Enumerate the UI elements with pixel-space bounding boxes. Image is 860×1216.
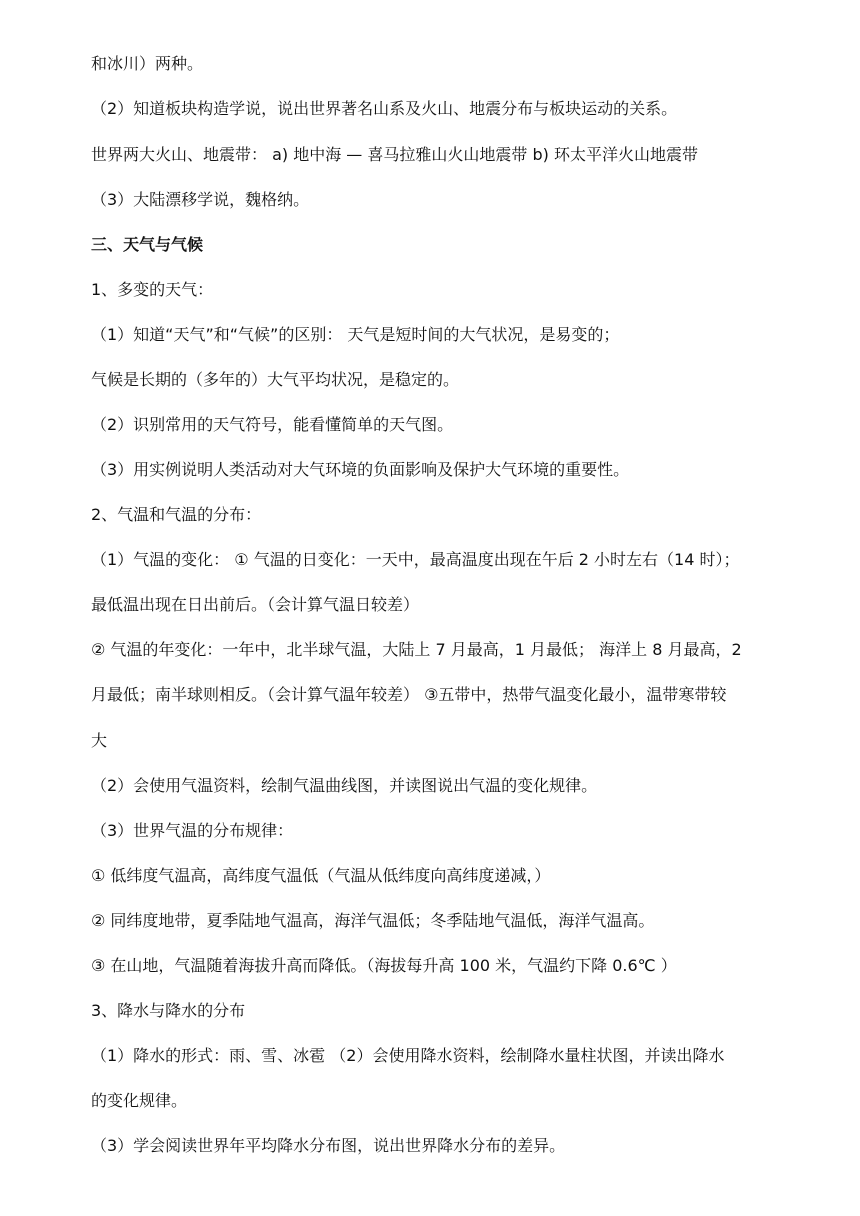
text-line: （2）会使用气温资料，绘制气温曲线图，并读图说出气温的变化规律。 xyxy=(91,776,598,795)
text-line: （3）学会阅读世界年平均降水分布图，说出世界降水分布的差异。 xyxy=(91,1136,566,1155)
text-line: （3）大陆漂移学说，魏格纳。 xyxy=(91,190,310,209)
subsection-heading: 1、多变的天气： xyxy=(91,280,214,299)
subsection-heading: 2、气温和气温的分布： xyxy=(91,505,262,524)
text-line: ② 同纬度地带，夏季陆地气温高，海洋气温低；冬季陆地气温低，海洋气温高。 xyxy=(91,911,655,930)
subsection-heading: 3、降水与降水的分布 xyxy=(91,1001,246,1020)
text-line: （1）知道“天气”和“气候”的区别： 天气是短时间的大气状况，是易变的； xyxy=(91,325,620,344)
text-line: ① 低纬度气温高，高纬度气温低（气温从低纬度向高纬度递减，） xyxy=(91,866,551,885)
text-line: （2）知道板块构造学说，说出世界著名山系及火山、地震分布与板块运动的关系。 xyxy=(91,99,678,118)
text-line: ③ 在山地，气温随着海拔升高而降低。（海拔每升高 100 米，气温约下降 0.6℃ ） xyxy=(91,956,677,975)
text-line: 和冰川）两种。 xyxy=(91,54,204,73)
text-line: 世界两大火山、地震带： a) 地中海 — 喜马拉雅山火山地震带 b) 环太平洋火山地震带 xyxy=(91,145,698,164)
text-line: （1）降水的形式：雨、雪、冰雹 （2）会使用降水资料，绘制降水量柱状图，并读出降水 xyxy=(91,1046,725,1065)
text-line: ② 气温的年变化：一年中，北半球气温，大陆上 7 月最高，1 月最低； 海洋上 8 月最高，2 xyxy=(91,640,742,659)
text-line: （3）用实例说明人类活动对大气环境的负面影响及保护大气环境的重要性。 xyxy=(91,460,630,479)
text-line: 最低温出现在日出前后。（会计算气温日较差） xyxy=(91,595,420,614)
text-line: 月最低；南半球则相反。（会计算气温年较差） ③五带中，热带气温变化最小，温带寒带较 xyxy=(91,685,727,704)
text-line: 的变化规律。 xyxy=(91,1091,188,1110)
text-line: （2）识别常用的天气符号，能看懂简单的天气图。 xyxy=(91,415,454,434)
text-line: （1）气温的变化： ① 气温的日变化：一天中，最高温度出现在午后 2 小时左右（14 时）； xyxy=(91,550,740,569)
text-line: （3）世界气温的分布规律： xyxy=(91,821,294,840)
section-heading: 三、天气与气候 xyxy=(91,235,204,254)
text-line: 气候是长期的（多年的）大气平均状况，是稳定的。 xyxy=(91,370,460,389)
text-line: 大 xyxy=(91,731,108,750)
